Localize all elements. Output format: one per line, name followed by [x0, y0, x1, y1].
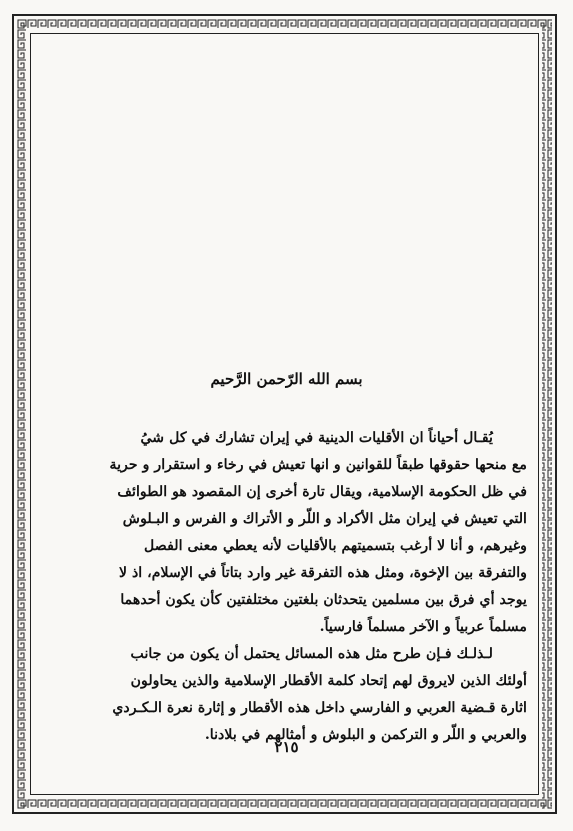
- text-line: لـذلـك فـإن طرح مثل هذه المسائل يحتمل أن يكون من جانب: [130, 646, 493, 662]
- text-line: وغيرهم، و أنا لا أرغب بتسميتهم بالأقليات لأنه يعطي معنى الفصل: [144, 538, 527, 554]
- text-line: اثارة قـضية العربي و الفارسي داخل هذه الأقطار و إثارة نعرة الـكـردي: [112, 700, 527, 716]
- text-line: التي تعيش في إيران مثل الأكراد و اللّر و الأتراك و الفرس و البـلوش: [122, 511, 527, 527]
- text-line: والعربي و اللّر و التركمن و البلوش و أمثالهم في بلادنا.: [204, 727, 527, 743]
- text-line: والتفرقة بين الإخوة، ومثل هذه التفرقة غير وارد بتاتاً في الإسلام، اذ لا: [118, 565, 527, 581]
- text-line: مع منحها حقوقها طبقاً للقوانين و انها تعيش في رخاء و استقرار و حرية: [109, 457, 527, 473]
- page-number: ٢١٥: [274, 738, 299, 756]
- paragraph-2: [49, 641, 527, 749]
- text-line: في ظل الحكومة الإسلامية، ويقال تارة أخرى إن المقصود هو الطوائف: [117, 484, 527, 500]
- basmala-heading: بسم الله الرّحمن الرَّحيم: [210, 370, 363, 388]
- text-line: يُقـال أحياناً ان الأقليات الدينية في إيران تشارك في كل شيُ: [140, 430, 493, 446]
- text-line: يوجد أي فرق بين مسلمين يتحدثان بلغتين مختلفتين كأن يكون أحدهما: [120, 592, 527, 608]
- text-line: مسلماً عربياً و الآخر مسلماً فارسياً.: [319, 619, 527, 635]
- text-line: أولئك الذين لايروق لهم إتحاد كلمة الأقطار الإسلامية والذين يحاولون: [130, 673, 527, 689]
- paragraph-1: [49, 425, 527, 641]
